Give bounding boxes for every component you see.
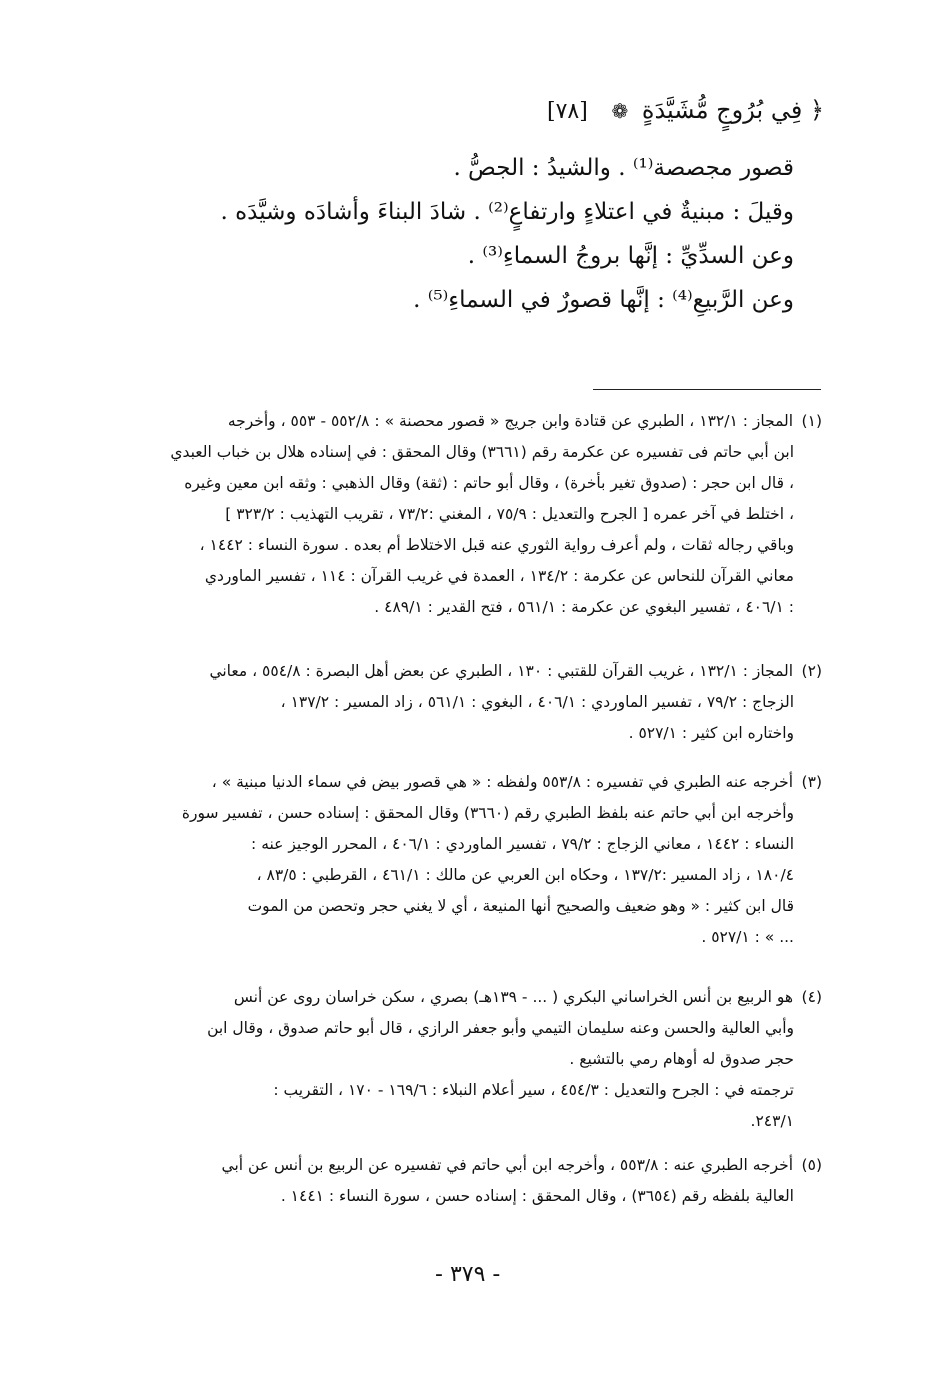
footnote-line: واختاره ابن كثير : ٥٢٧/١ . [628,724,794,742]
footnote-5 [122,1150,822,1212]
page-number: - ٣٧٩ - [435,1262,501,1287]
footnote-2 [122,656,822,749]
footnote-number: (٤) [801,988,822,1006]
footnote-3 [122,767,822,953]
footnote-line: ابن أبي حاتم فى تفسيره عن عكرمة رقم (٣٦٦١) وقال المحقق : في إسناده هلال بن خباب العبدي [170,443,794,461]
footnote-line: وأبي العالية والحسن وعنه سليمان التيمي وأبو جعفر الرازي ، قال أبو حاتم صدوق ، وقال ابن [207,1019,794,1037]
footnote-line: وأخرجه ابن أبي حاتم عنه بلفظ الطبري رقم (٣٦٦٠) وقال المحقق : إسناده حسن ، تفسير سورة [181,804,794,822]
footnote-line: حجر صدوق له أوهام رمي بالتشيع . [569,1050,794,1068]
footnote-line: الزجاج : ٧٩/٢ ، تفسير الماوردي : ٤٠٦/١ ، البغوي : ٥٦١/١ ، زاد المسير : ١٣٧/٢ ، [280,693,794,711]
footnote-line: أخرجه عنه الطبري في تفسيره : ٥٥٣/٨ ولفظه : « هي قصور بيض في سماء الدنيا مبنية » ، [211,773,794,791]
verse-open-mark: ﴿ [809,96,824,124]
footnote-number: (٣) [801,773,822,791]
footnote-line: هو الربيع بن أنس الخراساني البكري ( ... - ١٣٩هـ) بصري ، سكن خراسان روى عن أنس [233,988,794,1006]
main-text-line: وقيلَ : مبنيةٌ في اعتلاءٍ وارتفاعٍ⁽²⁾ . شادَ البناءَ وأشادَه وشيَّدَه . [220,199,794,225]
main-text-line: وعن الرَّبيعِ⁽⁴⁾ : إنَّها قصورٌ في السماءِ⁽⁵⁾ . [413,287,794,313]
footnote-separator [593,389,821,390]
footnote-line: ، قال ابن حجر : (صدوق تغير بأخرة) ، وقال أبو حاتم : (ثقة) وقال الذهبي : وثقه ابن معين وغيره [184,474,794,492]
footnote-line: المجاز : ١٣٢/١ ، الطبري عن قتادة وابن جريج « قصور محصنة » : ٥٥٢/٨ - ٥٥٣ ، وأخرجه [227,412,794,430]
footnote-line: العالية بلفظه رقم (٣٦٥٤) ، وقال المحقق : إسناده حسن ، سورة النساء : ١٤٤١ . [280,1187,794,1205]
quran-verse-heading [547,96,824,124]
footnote-1 [122,406,822,623]
verse-text: فِي بُرُوجٍ مُّشَيَّدَةٍ [641,96,803,124]
footnote-line: ، اختلط في آخر عمره [ الجرح والتعديل : ٧٥/٩ ، المغني :٧٣/٢ ، تقريب التهذيب : ٣٢٣/٢ ] [225,505,794,523]
footnote-line: ١٨٠/٤ ، زاد المسير :١٣٧/٢ ، وحكاه ابن العربي عن مالك : ٤٦١/١ ، القرطبي : ٨٣/٥ ، [256,866,794,884]
footnote-number: (٢) [801,662,822,680]
footnote-line: : ٤٠٦/١ ، تفسير البغوي عن عكرمة : ٥٦١/١ ، فتح القدير : ٤٨٩/١ . [374,598,794,616]
footnote-4 [122,982,822,1137]
footnote-line: معاني القرآن للنحاس عن عكرمة : ١٣٤/٢ ، العمدة في غريب القرآن : ١١٤ ، تفسير الماوردي [204,567,794,585]
footnote-line: أخرجه الطبري عنه : ٥٥٣/٨ ، وأخرجه ابن أبي حاتم في تفسيره عن الربيع بن أنس عن أبي [221,1156,794,1174]
footnote-line: قال ابن كثير : « وهو ضعيف والصحيح أنها المنيعة ، أي لا يغني حجر وتحصن من الموت [247,897,794,915]
verse-number: [٧٨] [547,99,588,124]
footnote-line: ٢٤٣/١. [750,1112,794,1130]
footnote-line: ترجمته في : الجرح والتعديل : ٤٥٤/٣ ، سير أعلام النبلاء : ١٦٩/٦ - ١٧٠ ، التقريب : [273,1081,794,1099]
verse-ornament-icon: ❁ [611,99,629,123]
footnote-line: وباقي رجاله ثقات ، ولم أعرف رواية الثوري عنه قبل الاختلاط أم بعده . سورة النساء : ١٤٤٢ ، [199,536,794,554]
footnote-number: (١) [801,412,822,430]
main-text-line: قصور مجصصة⁽¹⁾ . والشيدُ : الجصُّ . [453,155,794,181]
main-text-line: وعن السدِّيِّ : إنَّها بروجُ السماءِ⁽³⁾ . [467,243,794,269]
footnote-line: المجاز : ١٣٢/١ ، غريب القرآن للقتبي : ١٣٠ ، الطبري عن بعض أهل البصرة : ٥٥٤/٨ ، معاني [209,662,794,680]
footnote-number: (٥) [801,1156,822,1174]
main-text-body [154,146,794,322]
footnote-line: ... » : ٥٢٧/١ . [701,928,794,946]
footnote-line: النساء : ١٤٤٢ ، معاني الزجاج : ٧٩/٢ ، تفسير الماوردي : ٤٠٦/١ ، المحرر الوجيز عنه : [251,835,794,853]
